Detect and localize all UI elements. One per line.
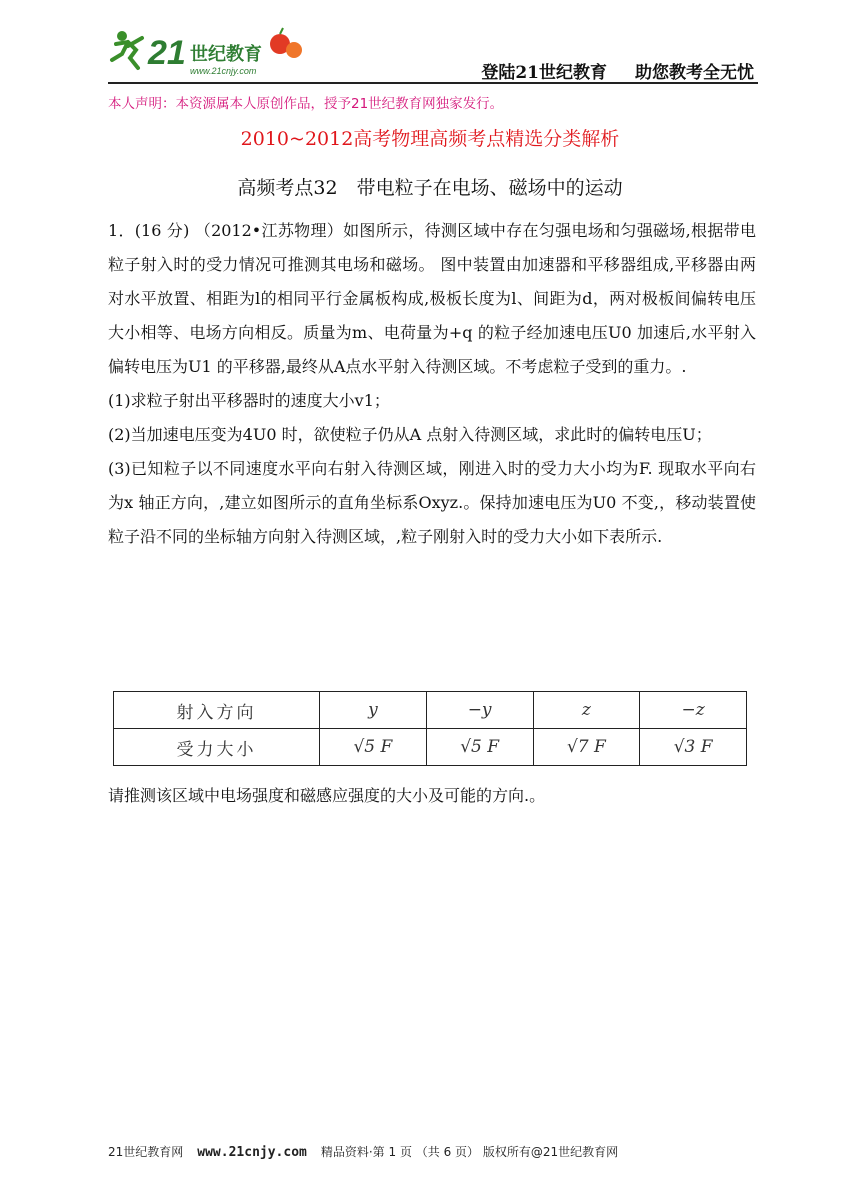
- direction-cell: −y: [426, 692, 533, 729]
- svg-text:21: 21: [148, 34, 186, 72]
- force-table: [113, 691, 747, 766]
- question-1: (1)求粒子射出平移器时的速度大小v1；: [108, 391, 390, 410]
- table-row-label: 受力大小: [114, 729, 320, 766]
- header-slogan: [453, 58, 754, 83]
- page-header: [108, 20, 758, 84]
- force-cell: √5 F: [320, 729, 427, 766]
- svg-text:世纪教育: 世纪教育: [190, 44, 262, 65]
- problem-intro: 1．(16 分) （2012•江苏物理）如图所示，待测区域中存在匀强电场和匀强磁场,根据带电粒子射入时的受力情况可推测其电场和磁场。 图中装置由加速器和平移器组成,平移器由两对水平放置、相距为l的相同平行金属板构成,极板长度为l、间距为d，两对极板间偏转电压大小相等、电场方向相反。质量为m、电荷量为+q 的粒子经加速电压U0 加速后,水平射入偏转电压为U1 的平移器,最终从A点水平射入待测区域。不考虑粒子受到的重力。.: [108, 221, 756, 376]
- direction-cell: y: [320, 692, 427, 729]
- force-cell: √5 F: [426, 729, 533, 766]
- author-statement: 本人声明：本资源属本人原创作品，授予21世纪教育网独家发行。: [108, 96, 504, 112]
- final-question: 请推测该区域中电场强度和磁感应强度的大小及可能的方向.。: [108, 786, 546, 805]
- problem-body: [108, 214, 756, 554]
- slogan-login: 登陆21世纪教育: [481, 63, 607, 83]
- slogan-help: 助您教考全无忧: [635, 63, 754, 83]
- table-row: [114, 692, 747, 729]
- table-header-label: 射入方向: [114, 692, 320, 729]
- svg-text:www.21cnjy.com: www.21cnjy.com: [190, 66, 257, 76]
- question-2: (2)当加速电压变为4U0 时，欲使粒子仍从A 点射入待测区域，求此时的偏转电压U；: [108, 425, 712, 444]
- question-3: (3)已知粒子以不同速度水平向右射入待测区域，刚进入时的受力大小均为F. 现取水平向右为x 轴正方向，,建立如图所示的直角坐标系Oxyz.。保持加速电压为U0 不变,，移动装置使粒子沿不同的坐标轴方向射入待测区域，,粒子刚射入时的受力大小如下表所示.: [108, 459, 756, 546]
- force-cell: √7 F: [533, 729, 640, 766]
- table-row: [114, 729, 747, 766]
- footer-site-link[interactable]: www.21cnjy.com: [197, 1145, 307, 1160]
- document-title: 2010~2012高考物理高频考点精选分类解析: [240, 128, 620, 150]
- footer-right: 精品资料·第 1 页 （共 6 页） 版权所有@21世纪教育网: [320, 1145, 619, 1159]
- direction-cell: −z: [640, 692, 747, 729]
- document-subtitle: 高频考点32 带电粒子在电场、磁场中的运动: [237, 177, 623, 199]
- site-logo: [108, 24, 308, 80]
- footer-left: 21世纪教育网: [108, 1145, 184, 1159]
- force-cell: √3 F: [640, 729, 747, 766]
- page-footer: [108, 1143, 618, 1160]
- direction-cell: z: [533, 692, 640, 729]
